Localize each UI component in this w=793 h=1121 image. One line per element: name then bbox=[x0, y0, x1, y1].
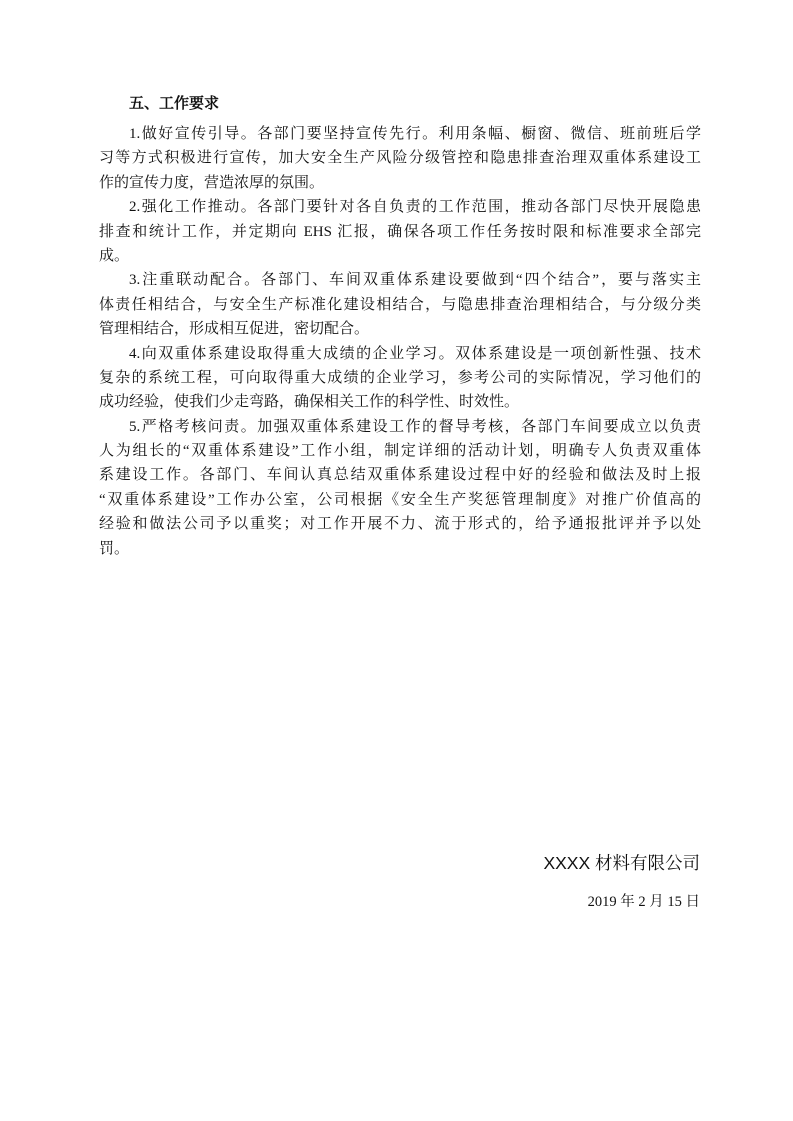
paragraph-line: 体责任相结合，与安全生产标准化建设相结合，与隐患排查治理相结合，与分级分类 bbox=[99, 296, 701, 313]
paragraph-line: 2.强化工作推动。各部门要针对各自负责的工作范围，推动各部门尽快开展隐患 bbox=[129, 199, 701, 216]
section-heading: 五、工作要求 bbox=[129, 96, 220, 112]
paragraph-line: 成。 bbox=[99, 247, 130, 264]
paragraph-line: 成功经验，使我们少走弯路，确保相关工作的科学性、时效性。 bbox=[99, 394, 520, 411]
document-body bbox=[99, 92, 701, 561]
paragraph-line: 4.向双重体系建设取得重大成绩的企业学习。双体系建设是一项创新性强、技术 bbox=[129, 345, 701, 362]
paragraph-line: 习等方式积极进行宣传，加大安全生产风险分级管控和隐患排查治理双重体系建设工 bbox=[99, 150, 701, 167]
paragraph-line: 3.注重联动配合。各部门、车间双重体系建设要做到“四个结合”，要与落实主 bbox=[129, 272, 701, 289]
paragraph-line: 复杂的系统工程，可向取得重大成绩的企业学习，参考公司的实际情况，学习他们的 bbox=[99, 369, 701, 386]
paragraph-line: 人为组长的“双重体系建设”工作小组，制定详细的活动计划，明确专人负责双重体 bbox=[99, 443, 701, 460]
paragraph-line: 系建设工作。各部门、车间认真总结双重体系建设过程中好的经验和做法及时上报 bbox=[99, 467, 701, 484]
paragraph-list bbox=[99, 122, 701, 561]
paragraph bbox=[99, 415, 701, 561]
paragraph-line: 1.做好宣传引导。各部门要坚持宣传先行。利用条幅、橱窗、微信、班前班后学 bbox=[129, 126, 701, 142]
paragraph-line: 作的宣传力度，营造浓厚的氛围。 bbox=[99, 174, 325, 191]
paragraph bbox=[99, 122, 701, 195]
paragraph-line: 罚。 bbox=[99, 540, 130, 557]
paragraph-line: 经验和做法公司予以重奖；对工作开展不力、流于形式的，给予通报批评并予以处 bbox=[99, 516, 701, 533]
paragraph bbox=[99, 195, 701, 268]
company-name: XXXX 材料有限公司 bbox=[543, 853, 700, 873]
paragraph-line: 排查和统计工作，并定期向 EHS 汇报，确保各项工作任务按时限和标准要求全部完 bbox=[99, 223, 701, 240]
paragraph-line: “双重体系建设”工作办公室，公司根据《安全生产奖惩管理制度》对推广价值高的 bbox=[99, 491, 701, 508]
paragraph bbox=[99, 342, 701, 415]
signature-date: 2019 年 2 月 15 日 bbox=[587, 894, 700, 910]
paragraph-line: 5.严格考核问责。加强双重体系建设工作的督导考核，各部门车间要成立以负责 bbox=[129, 418, 701, 435]
paragraph bbox=[99, 268, 701, 341]
paragraph-line: 管理相结合，形成相互促进，密切配合。 bbox=[99, 321, 370, 338]
